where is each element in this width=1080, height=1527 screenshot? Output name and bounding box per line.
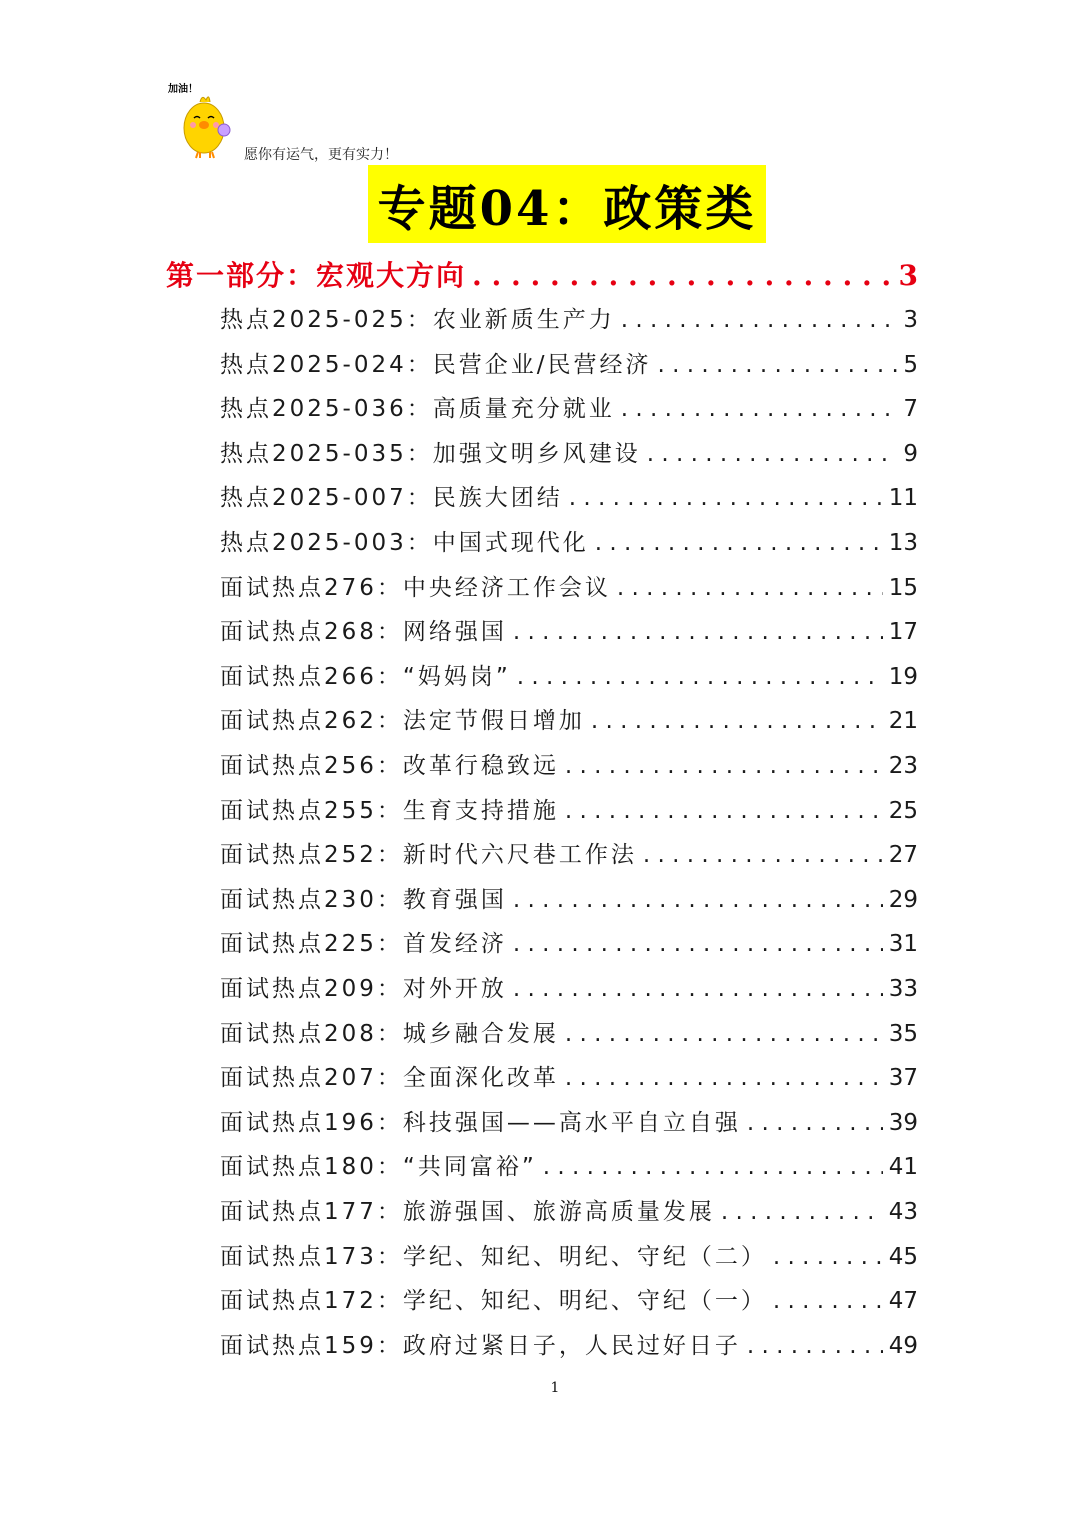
toc-dot-leader [565, 798, 883, 824]
toc-dot-leader [721, 1199, 883, 1225]
toc-item-label: 热点2025-003：中国式现代化 [220, 530, 589, 556]
toc-item-page: 5 [903, 352, 918, 378]
toc-dot-leader [773, 1288, 883, 1314]
toc-dot-leader [569, 485, 883, 511]
toc-item-page: 41 [888, 1154, 918, 1180]
toc-dot-leader [513, 887, 883, 913]
toc-item-page: 17 [888, 619, 918, 645]
toc-item-label: 面试热点159：政府过紧日子，人民过好日子 [220, 1333, 741, 1359]
toc-item-label: 面试热点255：生育支持措施 [220, 798, 559, 824]
toc-item-label: 热点2025-024：民营企业/民营经济 [220, 352, 652, 378]
motto-text: 愿你有运气，更有实力！ [244, 147, 398, 163]
toc-item-label: 热点2025-025：农业新质生产力 [220, 307, 615, 333]
toc-dot-leader [747, 1110, 883, 1136]
toc-item[interactable] [220, 301, 918, 341]
toc-item-label: 面试热点268：网络强国 [220, 619, 507, 645]
toc-item-page: 27 [888, 842, 918, 868]
mascot-badge-text: 加油！ [168, 84, 198, 95]
toc-item-page: 11 [888, 485, 918, 511]
toc-item-page: 45 [888, 1244, 918, 1270]
toc-dot-leader [517, 664, 883, 690]
toc-item-label: 面试热点173：学纪、知纪、明纪、守纪（二） [220, 1244, 767, 1270]
toc-item[interactable] [220, 1193, 918, 1233]
toc-item[interactable] [220, 435, 918, 475]
toc-dot-leader [565, 753, 883, 779]
toc-item[interactable] [220, 1238, 918, 1278]
toc-item-page: 23 [888, 753, 918, 779]
toc-item[interactable] [220, 1282, 918, 1322]
toc-dot-leader [747, 1333, 883, 1359]
toc-item-page: 49 [888, 1333, 918, 1359]
toc-item[interactable] [220, 390, 918, 430]
toc-item-label: 面试热点177：旅游强国、旅游高质量发展 [220, 1199, 715, 1225]
toc-item-page: 35 [888, 1021, 918, 1047]
toc-item-page: 9 [903, 441, 918, 467]
toc-item-label: 面试热点208：城乡融合发展 [220, 1021, 559, 1047]
toc-item-label: 面试热点196：科技强国——高水平自立自强 [220, 1110, 741, 1136]
toc-item[interactable] [220, 925, 918, 965]
toc-item[interactable] [220, 1104, 918, 1144]
toc-item-page: 31 [888, 931, 918, 957]
toc-item-page: 25 [888, 798, 918, 824]
toc-dot-leader [513, 619, 883, 645]
toc-item-label: 面试热点230：教育强国 [220, 887, 507, 913]
toc-item-label: 热点2025-036：高质量充分就业 [220, 396, 615, 422]
toc-item-label: 面试热点266：“妈妈岗” [220, 664, 511, 690]
toc-item[interactable] [220, 1327, 918, 1367]
toc-item-page: 21 [888, 708, 918, 734]
toc-dot-leader [472, 259, 893, 292]
toc-item[interactable] [220, 1015, 918, 1055]
toc-item-label: 面试热点252：新时代六尺巷工作法 [220, 842, 637, 868]
toc-item[interactable] [220, 836, 918, 876]
toc-item-label: 面试热点207：全面深化改革 [220, 1065, 559, 1091]
toc-section-page: 3 [898, 259, 918, 292]
toc-item-page: 15 [888, 575, 918, 601]
toc-item[interactable] [220, 346, 918, 386]
toc-item[interactable] [220, 613, 918, 653]
toc-item-label: 面试热点256：改革行稳致远 [220, 753, 559, 779]
toc-item-page: 37 [888, 1065, 918, 1091]
toc-dot-leader [513, 976, 883, 1002]
toc-item-page: 47 [888, 1288, 918, 1314]
toc-dot-leader [621, 307, 898, 333]
toc-item[interactable] [220, 970, 918, 1010]
toc-item-label: 面试热点276：中央经济工作会议 [220, 575, 611, 601]
title-highlight [368, 165, 766, 243]
toc-dot-leader [565, 1065, 883, 1091]
toc-section-label: 第一部分：宏观大方向 [166, 259, 467, 292]
toc-item-label: 热点2025-007：民族大团结 [220, 485, 563, 511]
toc-item[interactable] [220, 569, 918, 609]
toc-item-page: 33 [888, 976, 918, 1002]
footer-page-number: 1 [550, 1380, 560, 1396]
toc-item-page: 3 [903, 307, 918, 333]
toc-dot-leader [621, 396, 898, 422]
toc-item-label: 面试热点225：首发经济 [220, 931, 507, 957]
toc-item[interactable] [220, 702, 918, 742]
toc-dot-leader [773, 1244, 883, 1270]
toc-item[interactable] [220, 658, 918, 698]
toc-dot-leader [647, 441, 898, 467]
toc-dot-leader [643, 842, 883, 868]
mascot-chick-illustration [166, 78, 242, 160]
document-title: 专题04：政策类 [377, 180, 757, 237]
toc-item-page: 13 [888, 530, 918, 556]
toc-item[interactable] [220, 747, 918, 787]
toc-item-label: 面试热点262：法定节假日增加 [220, 708, 585, 734]
toc-item[interactable] [220, 881, 918, 921]
toc-dot-leader [595, 530, 883, 556]
toc-item-page: 29 [888, 887, 918, 913]
toc-item-page: 19 [888, 664, 918, 690]
toc-item-page: 7 [903, 396, 918, 422]
toc-item[interactable] [220, 1059, 918, 1099]
toc-item-page: 43 [888, 1199, 918, 1225]
toc-item-label: 面试热点209：对外开放 [220, 976, 507, 1002]
toc-item[interactable] [220, 479, 918, 519]
toc-dot-leader [657, 352, 897, 378]
toc-item[interactable] [220, 524, 918, 564]
toc-item[interactable] [220, 1148, 918, 1188]
toc-item-page: 39 [888, 1110, 918, 1136]
toc-section-heading[interactable] [166, 254, 918, 298]
toc-dot-leader [513, 931, 883, 957]
toc-dot-leader [617, 575, 883, 601]
toc-item-label: 面试热点180：“共同富裕” [220, 1154, 537, 1180]
toc-item-label: 面试热点172：学纪、知纪、明纪、守纪（一） [220, 1288, 767, 1314]
toc-dot-leader [591, 708, 883, 734]
toc-item-label: 热点2025-035：加强文明乡风建设 [220, 441, 641, 467]
toc-dot-leader [565, 1021, 883, 1047]
toc-item[interactable] [220, 792, 918, 832]
toc-dot-leader [543, 1154, 883, 1180]
